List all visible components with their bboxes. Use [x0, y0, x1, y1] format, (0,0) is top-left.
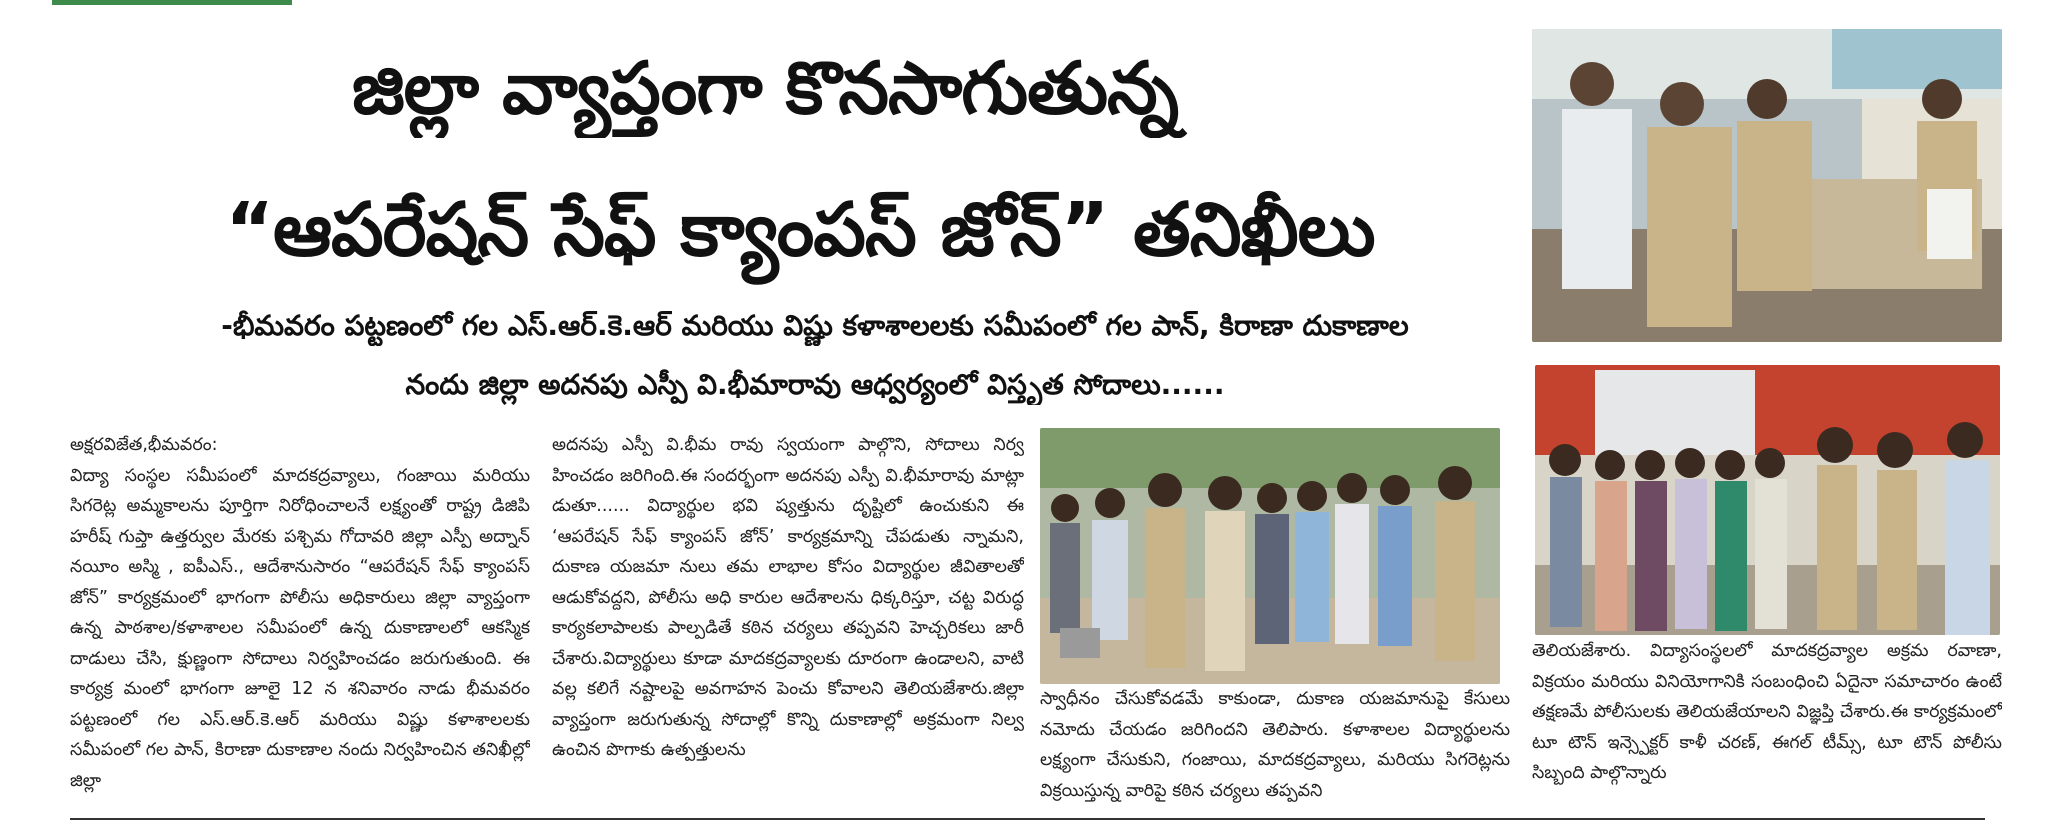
subheadline-line-1: -భీమవరం పట్టణంలో గల ఎస్.ఆర్.కె.ఆర్ మరియు విష్ణు కళాశాలలకు సమీపంలో గల పాన్, కిరాణా దుకాణాల — [221, 309, 1409, 342]
article-column-3-text: స్వాధీనం చేసుకోవడమే కాకుండా, దుకాణ యజమానుపై కేసులు నమోదు చేయడం జరిగిందని తెలిపారు. కళాశాలల విద్యార్థులను లక్ష్యంగా చేసుకుని, గంజాయి, మాదకద్రవ్యాలు, మరియు సిగరెట్లను విక్రయిస్తున్న వారిపై కఠిన చర్యలు తప్పవని — [1040, 689, 1510, 801]
police-inspecting-shop-photo — [1532, 29, 2002, 342]
section-accent-bar — [52, 0, 292, 5]
article-column-2 — [552, 430, 1024, 810]
article-column-1 — [70, 430, 530, 810]
headline-line-1: జిల్లా వ్యాప్తంగా కొనసాగుతున్న — [352, 46, 1178, 130]
article-column-2-text: అదనపు ఎస్పీ వి.భీమ రావు స్వయంగా పాల్గొని, సోదాలు నిర్వ హించడం జరిగింది.ఈ సందర్భంగా అదనపు ఎస్పీ వి.భీమారావు మాట్లా డుతూ...... విద్యార్థుల భవి ష్యత్తును దృష్టిలో ఉంచుకుని ఈ ‘ఆపరేషన్ సేఫ్ క్యాంపస్ జోన్’ కార్యక్రమాన్ని చేపడుతు న్నామని, దుకాణ యజమా నులు తమ లాభాల కోసం విద్యార్థుల జీవితాలతో ఆడుకోవద్దని, పోలీసు అధి కారుల ఆదేశాలను ధిక్కరిస్తూ, చట్ట విరుద్ధ కార్యకలాపాలకు పాల్పడితే కఠిన చర్యలు తప్పవని హెచ్చరికలు జారీ చేశారు.విద్యార్థులు కూడా మాదకద్రవ్యాలకు దూరంగా ఉండాలని, వాటి వల్ల కలిగే నష్టాలపై అవగాహన పెంచు కోవాలని తెలియజేశారు.జిల్లా వ్యాప్తంగా జరుగుతున్న సోదాల్లో కొన్ని దుకాణాల్లో అక్రమంగా నిల్వ ఉంచిన పొగాకు ఉత్పత్తులను — [552, 435, 1024, 760]
article-column-1-text: విద్యా సంస్థల సమీపంలో మాదకద్రవ్యాలు, గంజాయి మరియు సిగరెట్ల అమ్మకాలను పూర్తిగా నిరోధించాలనే లక్ష్యంతో రాష్ట్ర డిజిపి హరీష్ గుప్తా ఉత్తర్వుల మేరకు పశ్చిమ గోదావరి జిల్లా ఎస్పీ అద్నాన్ నయీం అస్మి , ఐపీఎస్., ఆదేశానుసారం “ఆపరేషన్ సేఫ్ క్యాంపస్ జోన్” కార్యక్రమంలో భాగంగా పోలీసు అధికారులు జిల్లా వ్యాప్తంగా ఉన్న పాఠశాల/కళాశాలల సమీపంలో ఉన్న దుకాణాలలో ఆకస్మిక దాడులు చేసి, క్షుణ్ణంగా సోదాలు నిర్వహించడం జరుగుతుంది. ఈ కార్యక్ర మంలో భాగంగా జూలై 12 న శనివారం నాడు భీమవరం పట్టణంలో గల ఎస్.ఆర్.కె.ఆర్ మరియు విష్ణు కళాశాలలకు సమీపంలో గల పాన్, కిరాణా దుకాణాల నందు నిర్వహించిన తనిఖీల్లో జిల్లా — [70, 465, 530, 791]
article-column-4 — [1532, 636, 2002, 806]
police-and-students-group-photo — [1040, 428, 1500, 684]
article-column-4-text: తెలియజేశారు. విద్యాసంస్థలలో మాదకద్రవ్యాల అక్రమ రవాణా, విక్రయం మరియు వినియోగానికి సంబంధించి ఏదైనా సమాచారం ఉంటే తక్షణమే పోలీసులకు తెలియజేయాలని విజ్ఞప్తి చేశారు.ఈ కార్యక్రమంలో టూ టౌన్ ఇన్స్పెక్టర్ కాళీ చరణ్, ఈగల్ టీమ్స్, టూ టౌన్ పోలీసు సిబ్బంది పాల్గొన్నారు — [1532, 641, 2002, 783]
subheadline-line-2: నందు జిల్లా అదనపు ఎస్పీ వి.భీమారావు ఆధ్వర్యంలో విస్తృత సోదాలు...... — [405, 368, 1225, 401]
police-with-students-photo — [1535, 365, 2000, 635]
bottom-rule — [70, 818, 1985, 820]
article-column-3 — [1040, 684, 1510, 814]
headline-line-2: “ఆపరేషన్ సేఫ్ క్యాంపస్ జోన్” తనిఖీలు — [225, 187, 1375, 273]
article-byline: అక్షరవిజేత,భీమవరం: — [70, 435, 218, 455]
